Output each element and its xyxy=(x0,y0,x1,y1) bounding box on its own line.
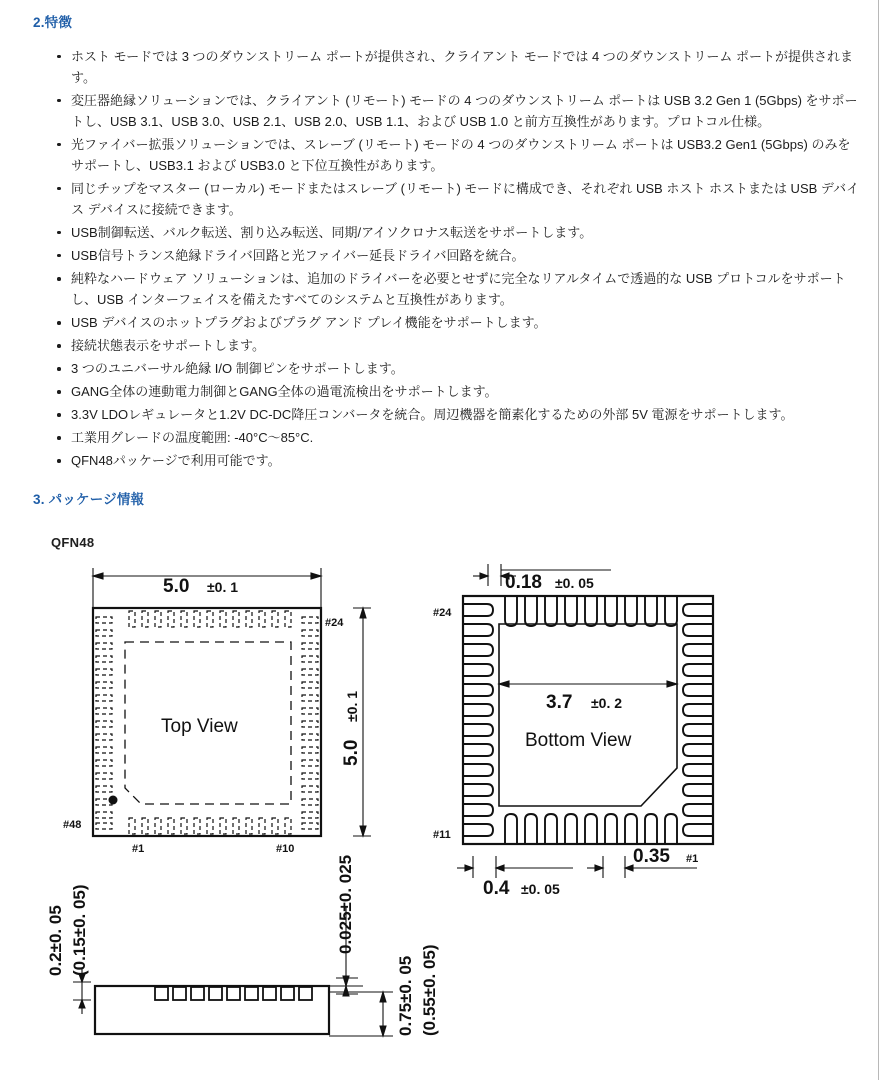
bottom-view-pin1-label: #1 xyxy=(686,852,699,865)
list-item: 3 つのユニバーサル絶縁 I/O 制御ピンをサポートします。 xyxy=(57,358,860,379)
top-view-pin48-label: #48 xyxy=(63,818,82,831)
side-view-group xyxy=(46,855,439,1036)
top-view-right-leads xyxy=(302,617,318,829)
list-item: USB デバイスのホットプラグおよびプラグ アンド プレイ機能をサポートします。 xyxy=(57,312,860,333)
qfn48-mechanical-drawing xyxy=(33,556,884,1076)
top-height-value: 5.0 xyxy=(341,739,362,766)
section-heading-package: 3. パッケージ情報 xyxy=(33,492,145,508)
bottom-view-group xyxy=(433,564,713,899)
list-item: ホスト モードでは 3 つのダウンストリーム ポートが提供され、クライアント モードでは 4 つのダウンストリーム ポートが提供されます。 xyxy=(57,46,860,88)
package-drawing xyxy=(33,556,884,1076)
list-item: QFN48パッケージで利用可能です。 xyxy=(57,450,860,471)
top-view-top-leads xyxy=(129,611,291,627)
bottom-view-right-leads xyxy=(683,604,713,836)
pitch-value: 0.4 xyxy=(483,877,510,899)
top-view-bottom-leads xyxy=(129,818,291,834)
bottom-view-pin24-label: #24 xyxy=(433,606,452,619)
thickness-alt-value: (0.55±0. 05) xyxy=(420,944,439,1036)
lead-width-value: 0.18 xyxy=(505,571,542,593)
list-item: 純粋なハードウェア ソリューションは、追加のドライバーを必要とせずに完全なリアルタイムで透過的な USB プロトコルをサポートし、USB インターフェイスを備えたすべてのシステムと互換性があります。 xyxy=(57,268,860,310)
top-width-tol: ±0. 1 xyxy=(207,578,239,595)
pitch-dimension xyxy=(457,856,573,878)
top-view-pin24-label: #24 xyxy=(325,616,344,629)
lead-width-tol: ±0. 05 xyxy=(555,574,594,591)
list-item: USB信号トランス絶縁ドライバ回路と光ファイバー延長ドライバ回路を統合。 xyxy=(57,245,860,266)
list-item: USB制御転送、バルク転送、割り込み転送、同期/アイソクロナス転送をサポートします。 xyxy=(57,222,860,243)
lead-length-value: 0.35 xyxy=(633,845,670,867)
list-item: 工業用グレードの温度範囲: -40°C〜85°C. xyxy=(57,427,860,448)
list-item: GANG全体の連動電力制御とGANG全体の過電流検出をサポートします。 xyxy=(57,381,860,402)
bottom-view-label: Bottom View xyxy=(525,729,632,751)
section-heading-features: 2.特徴 xyxy=(33,15,73,30)
pad-width-tol: ±0. 2 xyxy=(591,694,623,711)
standoff-value: 0.2±0. 05 xyxy=(46,905,65,976)
top-view-pin10-label: #10 xyxy=(276,842,295,855)
top-width-value: 5.0 xyxy=(163,575,190,597)
pad-width-dimension xyxy=(499,681,677,687)
bottom-view-left-leads xyxy=(463,604,493,836)
list-item: 同じチップをマスター (ローカル) モードまたはスレーブ (リモート) モードに構成でき、それぞれ USB ホスト ホストまたは USB デバイス デバイスに接続できます。 xyxy=(57,178,860,220)
thickness-dimension xyxy=(329,992,393,1036)
list-item: 接続状態表示をサポートします。 xyxy=(57,335,860,356)
standoff-alt-value: (0.15±0. 05) xyxy=(70,884,89,976)
top-view-label: Top View xyxy=(161,715,238,737)
pin1-indicator-dot xyxy=(109,795,118,804)
coplanarity-value: 0.025±0. 025 xyxy=(336,854,355,954)
package-name-label: QFN48 xyxy=(51,534,95,550)
bottom-view-pin11-label: #11 xyxy=(433,828,451,841)
side-view-leads xyxy=(155,987,312,1000)
features-list xyxy=(33,46,860,472)
bottom-view-bottom-leads xyxy=(505,814,677,844)
pad-width-value: 3.7 xyxy=(546,691,573,713)
top-height-tol: ±0. 1 xyxy=(344,690,360,722)
pitch-tol: ±0. 05 xyxy=(521,880,560,897)
list-item: 変圧器絶縁ソリューションでは、クライアント (リモート) モードの 4 つのダウンストリーム ポートは USB 3.2 Gen 1 (5Gbps) をサポートし、USB 3.1、USB 3.0、USB 2.1、USB 2.0、USB 1.1、および USB 1.0 と前方互換性があります。プロトコル仕様。 xyxy=(57,90,860,132)
list-item: 3.3V LDOレギュレータと1.2V DC-DC降圧コンバータを統合。周辺機器を簡素化するための外部 5V 電源をサポートします。 xyxy=(57,404,860,425)
top-view-group xyxy=(63,568,371,855)
bottom-view-top-leads xyxy=(505,596,677,626)
bottom-view-thermal-pad xyxy=(499,624,677,806)
top-view-pin1-label: #1 xyxy=(132,842,145,855)
list-item: 光ファイバー拡張ソリューションでは、スレーブ (リモート) モードの 4 つのダウンストリーム ポートは USB3.2 Gen1 (5Gbps) のみをサポートし、USB3.1 および USB3.0 と下位互換性があります。 xyxy=(57,134,860,176)
thickness-value: 0.75±0. 05 xyxy=(396,955,415,1036)
